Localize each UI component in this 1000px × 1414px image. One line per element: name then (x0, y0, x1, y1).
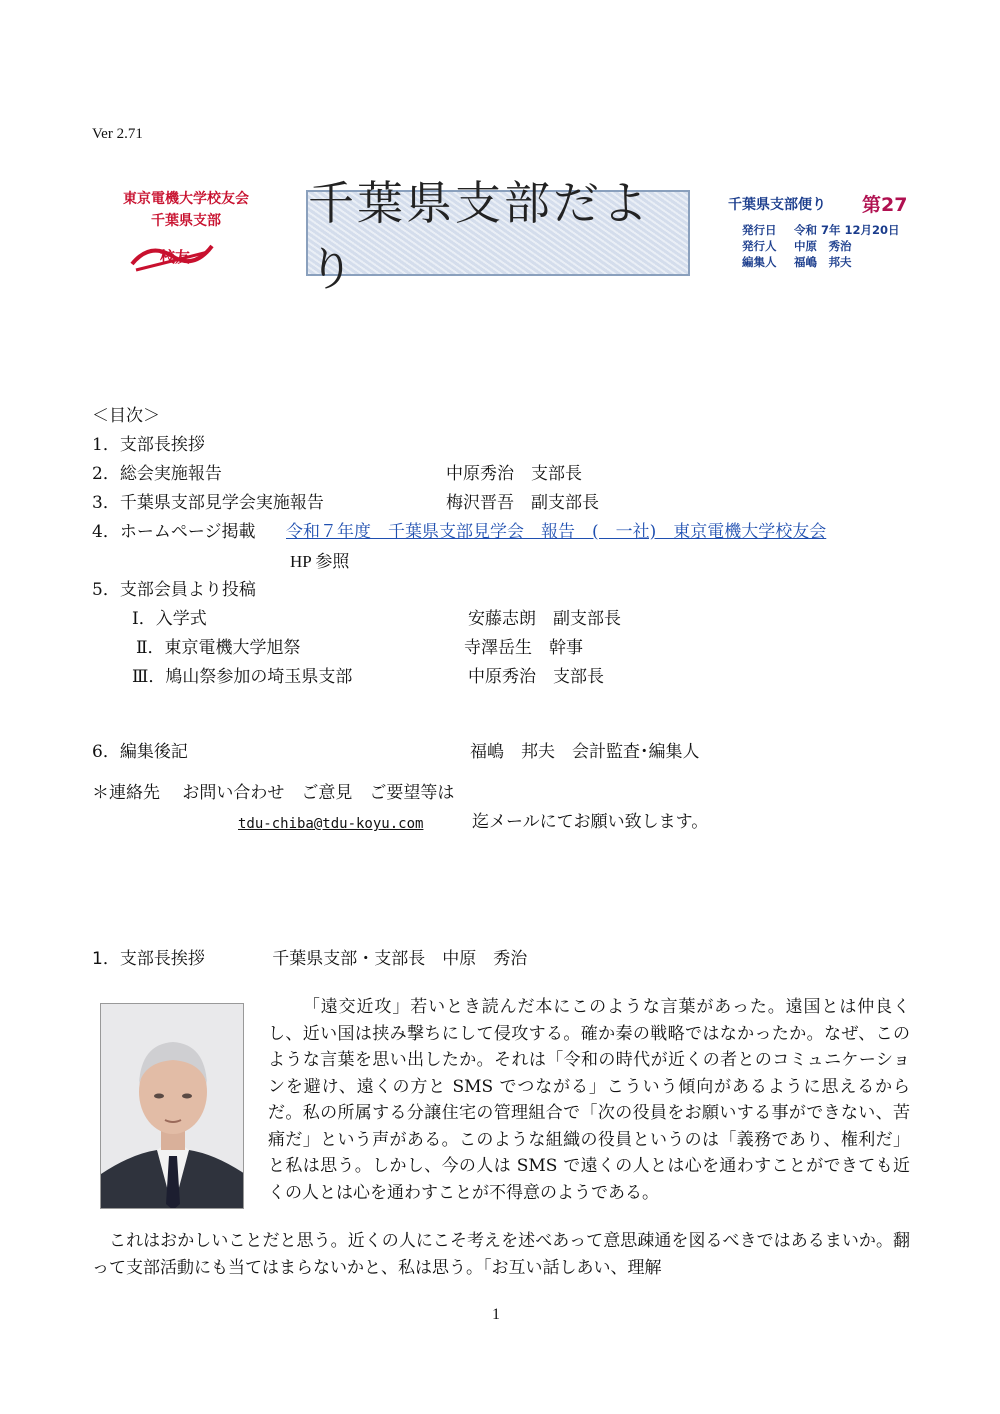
section-heading (92, 944, 527, 969)
toc-spacer (92, 767, 454, 779)
version-label: Ver 2.71 (92, 126, 143, 142)
contact-line: ＊連絡先 お問い合わせ ご意見 ご要望等は (92, 783, 455, 803)
section-title: 1．支部長挨拶 (92, 949, 205, 969)
newsletter-title: 千葉県支部だより (308, 176, 651, 296)
paragraph-text: これはおかしいことだと思う。近くの人にこそ考えを述べあって意思疎通を図るべきではあるまいか。翻って支部活動にも当てはまらないかと、私は思う。「お互い話しあい、理解 (92, 1231, 910, 1278)
toc-item (92, 489, 599, 518)
toc-item-label: 5．支部会員より投稿 (92, 580, 256, 600)
meta-label: 編集人 (742, 255, 777, 269)
meta-label: 発行日 (742, 223, 777, 237)
toc-item-author: 中原秀治 支部長 (446, 464, 582, 484)
org-name (100, 188, 272, 232)
page-number: 1 (492, 1306, 500, 1323)
meta-value: 中原 秀治 (794, 239, 852, 253)
newsletter-title-banner (306, 176, 690, 296)
toc-subitem (92, 605, 621, 634)
publication-meta (742, 222, 900, 270)
org-name-line1: 東京電機大学校友会 (123, 191, 249, 207)
toc-subitem-label: Ⅰ．入学式 (132, 609, 207, 629)
contact-email-link[interactable]: tdu-chiba@tdu-koyu.com (238, 816, 424, 832)
toc-item-tail: HP 参照 (290, 552, 350, 571)
toc-subitem-author: 安藤志朗 副支部長 (468, 609, 621, 629)
meta-row (742, 222, 900, 238)
toc-item-author: 福嶋 邦夫 会計監査･編集人 (470, 742, 700, 762)
greeting-paragraph-1 (268, 994, 910, 1206)
portrait-photo (100, 1003, 244, 1209)
meta-value: 福嶋 邦夫 (794, 255, 852, 269)
toc-item (92, 547, 454, 576)
toc-subitem-author: 中原秀治 支部長 (468, 667, 604, 687)
publication-label: 千葉県支部便り (728, 197, 826, 213)
logo-text: 校友 (160, 248, 191, 266)
toc-item (92, 576, 454, 605)
org-name-line2: 千葉県支部 (151, 213, 221, 229)
toc-heading: ＜目次＞ (92, 406, 160, 426)
toc-item (92, 738, 700, 767)
paragraph-text: 「遠交近攻」若いとき読んだ本にこのような言葉があった。遠国とは仲良くし、近い国は挟み撃ちにして侵攻する。確か秦の戦略ではなかったか。なぜ、このような言葉を思い出したか。それは「令和の時代が近くの者とのコミュニケーションを避け、遠くの方と SMS でつながる」こういう傾向があるように思えるからだ。私の所属する分譲住宅の管理組合で「次の役員をお願いする事ができない、苦痛だ」という声がある。このような組織の役員というのは「義務であり、権利だ」と私は思う。しかし、今の人は SMS で遠くの人とは心を通わすことができても近くの人とは心を通わすことが不得意のようである。 (268, 997, 910, 1203)
homepage-report-link[interactable]: 令和７年度 千葉県支部見学会 報告 ( 一社) 東京電機大学校友会 (286, 522, 827, 542)
toc-item (92, 460, 582, 489)
toc-spacer (92, 692, 454, 738)
toc-item-label: 4．ホームページ掲載 (92, 522, 256, 542)
contact-email-row (92, 808, 709, 837)
issue-number: 第27 (862, 194, 908, 216)
meta-row (742, 254, 900, 270)
toc-item-label: 3．千葉県支部見学会実施報告 (92, 493, 324, 513)
meta-value: 令和 7年 12月20日 (794, 223, 900, 237)
toc-item (92, 431, 454, 460)
toc-item (92, 518, 827, 547)
toc-subitem-label: Ⅲ．鳩山祭参加の埼玉県支部 (132, 667, 353, 687)
toc-item-label: 1．支部長挨拶 (92, 435, 205, 455)
toc-subitem (92, 663, 604, 692)
toc-item-author: 梅沢晋吾 副支部長 (446, 493, 599, 513)
toc-item-label: 6．編集後記 (92, 742, 188, 762)
section-byline: 千葉県支部・支部長 中原 秀治 (272, 949, 528, 969)
greeting-paragraph-2 (92, 1228, 910, 1281)
contact-email-tail: 迄メールにてお願い致します。 (472, 812, 709, 832)
meta-label: 発行人 (742, 239, 777, 253)
alumni-logo-icon (130, 234, 214, 276)
meta-row (742, 238, 900, 254)
table-of-contents (92, 402, 827, 837)
toc-subitem-label: Ⅱ．東京電機大学旭祭 (136, 638, 301, 658)
toc-subitem (92, 634, 583, 663)
toc-subitem-author: 寺澤岳生 幹事 (464, 638, 583, 658)
toc-item-label: 2．総会実施報告 (92, 464, 222, 484)
